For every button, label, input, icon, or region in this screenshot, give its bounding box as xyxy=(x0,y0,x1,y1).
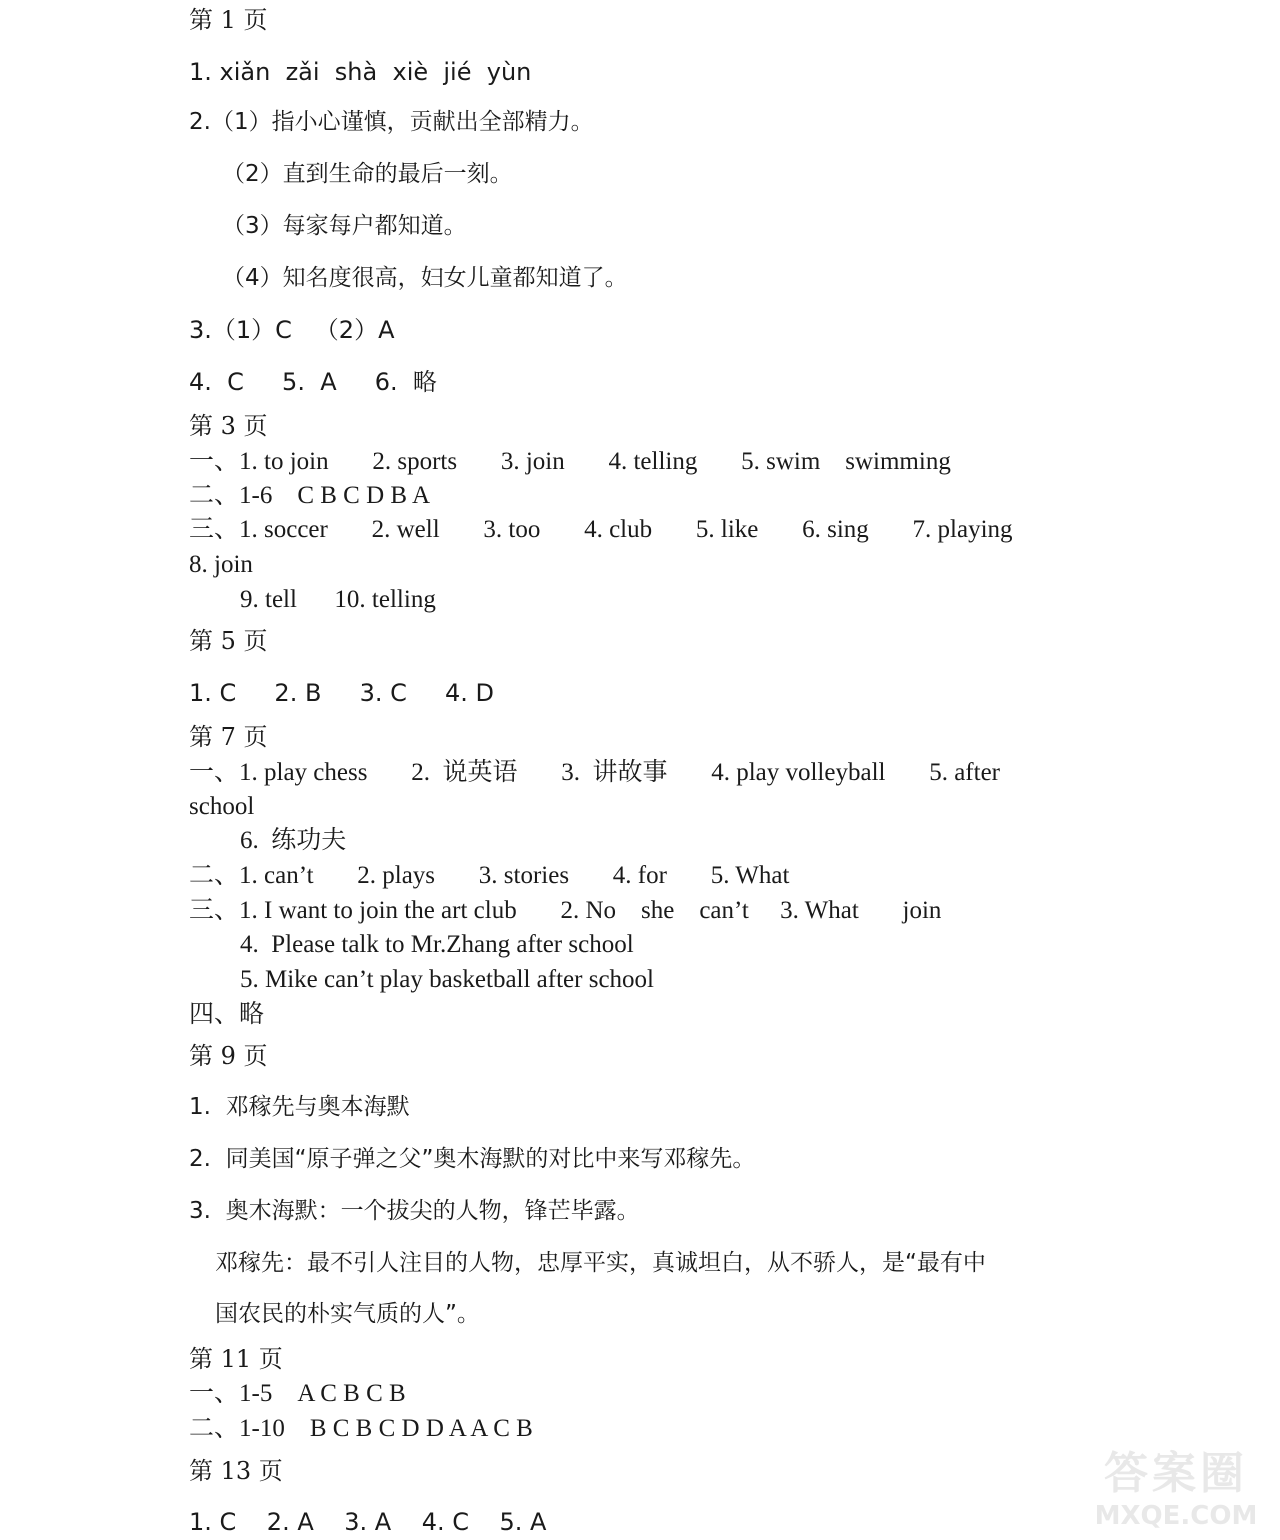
answer-line: 三、1. I want to join the art club 2. No she can’t 3. What join xyxy=(189,897,942,924)
answer-line: 3. 奥木海默：一个拔尖的人物，锋芒毕露。 xyxy=(189,1198,640,1224)
page-heading-13: 第 13 页 xyxy=(189,1457,283,1485)
page-heading-11: 第 11 页 xyxy=(189,1345,283,1373)
answer-line: 6. 练功夫 xyxy=(240,827,347,854)
answer-line: 二、1. can’t 2. plays 3. stories 4. for 5. What xyxy=(189,862,790,889)
watermark-logo xyxy=(1086,1450,1266,1532)
answer-line: 一、1. to join 2. sports 3. join 4. telling 5. swim swimming xyxy=(189,448,951,475)
answer-line: （2）直到生命的最后一刻。 xyxy=(222,161,513,187)
answer-line: 3.（1）C （2）A xyxy=(189,316,395,344)
answer-line: （3）每家每户都知道。 xyxy=(222,213,467,239)
answer-line: 二、1-6 C B C D B A xyxy=(189,482,431,509)
answer-line: 1. C 2. A 3. A 4. C 5. A xyxy=(189,1508,547,1536)
answer-line: 2.（1）指小心谨慎，贡献出全部精力。 xyxy=(189,109,594,135)
answer-line: school xyxy=(189,793,255,820)
answer-line: 三、1. soccer 2. well 3. too 4. club 5. like 6. sing 7. playing xyxy=(189,516,1013,543)
answer-line: 1. 邓稼先与奥本海默 xyxy=(189,1094,410,1120)
watermark-domain: MXQE.COM xyxy=(1094,1501,1258,1531)
answer-line: 四、略 xyxy=(189,1001,265,1028)
answer-line: 一、1-5 A C B C B xyxy=(189,1380,406,1407)
answer-line: 二、1-10 B C B C D D A A C B xyxy=(189,1415,533,1442)
page-heading-3: 第 3 页 xyxy=(189,412,268,440)
page-heading-9: 第 9 页 xyxy=(189,1042,268,1070)
page-heading-5: 第 5 页 xyxy=(189,627,268,655)
answer-line: 5. Mike can’t play basketball after school xyxy=(240,966,654,993)
answer-line: 2. 同美国“原子弹之父”奥木海默的对比中来写邓稼先。 xyxy=(189,1146,756,1172)
watermark-title: 答案圈 xyxy=(1104,1448,1248,1499)
answer-line: 邓稼先：最不引人注目的人物，忠厚平实，真诚坦白，从不骄人，是“最有中 xyxy=(215,1250,986,1276)
answer-line: 9. tell 10. telling xyxy=(240,586,436,613)
page-heading-1: 第 1 页 xyxy=(189,6,268,34)
answer-line: 一、1. play chess 2. 说英语 3. 讲故事 4. play volleyball 5. after xyxy=(189,759,1000,786)
answer-line: 4. C 5. A 6. 略 xyxy=(189,368,437,396)
page-heading-7: 第 7 页 xyxy=(189,723,268,751)
answer-line: 国农民的朴实气质的人”。 xyxy=(215,1301,480,1327)
answer-line: （4）知名度很高，妇女儿童都知道了。 xyxy=(222,265,628,291)
answer-line: 8. join xyxy=(189,551,253,578)
answer-line: 4. Please talk to Mr.Zhang after school xyxy=(240,931,634,958)
answer-line: 1. xiǎn zǎi shà xiè jié yùn xyxy=(189,58,532,86)
answer-line: 1. C 2. B 3. C 4. D xyxy=(189,679,495,707)
